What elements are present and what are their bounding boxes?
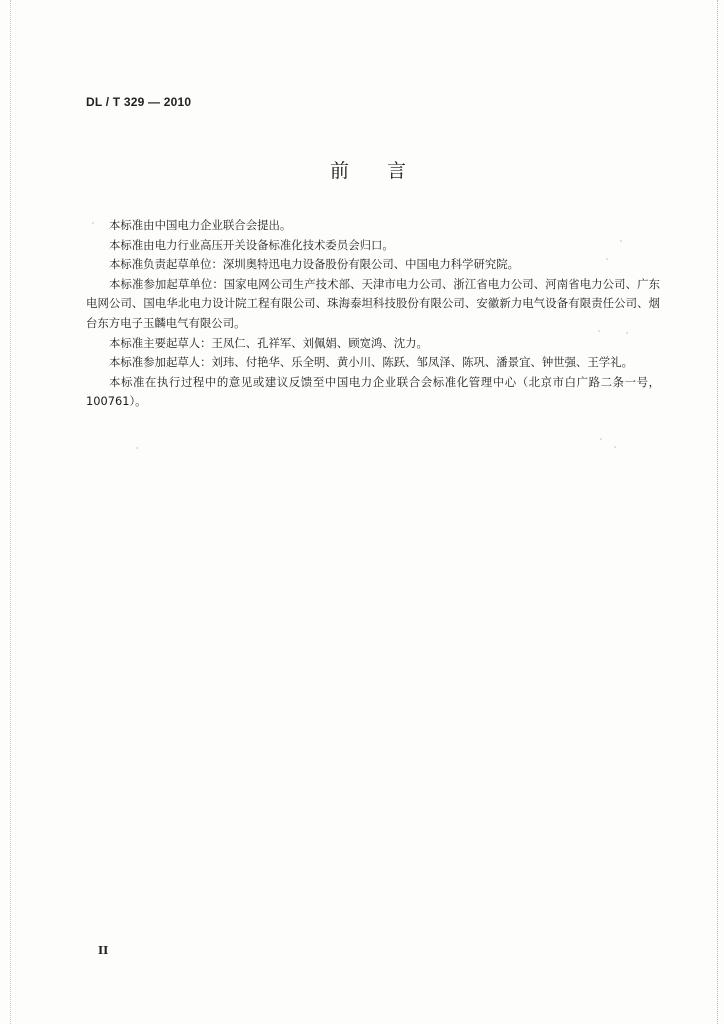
scan-speck <box>614 446 616 448</box>
standard-code: DL / T 329 — 2010 <box>86 95 192 109</box>
page-number: II <box>98 944 109 957</box>
preface-body <box>86 216 660 412</box>
paragraph-feedback: 本标准在执行过程中的意见或建议反馈至中国电力企业联合会标准化管理中心（北京市白广路二条一号，100761）。 <box>86 374 660 409</box>
preface-title: 前言 <box>330 160 445 182</box>
scan-speck <box>92 222 94 224</box>
scan-speck <box>606 258 608 260</box>
scan-speck <box>598 330 600 332</box>
paragraph-proposer: 本标准由中国电力企业联合会提出。 <box>109 218 292 232</box>
scan-edge-left <box>10 0 11 1024</box>
scan-speck <box>600 438 602 440</box>
scan-edge-right <box>717 0 718 1024</box>
scan-speck <box>136 447 138 449</box>
paragraph-participating-drafters: 本标准参加起草人：刘玮、付艳华、乐全明、黄小川、陈跃、邹凤泽、陈巩、潘景宜、钟世强、王学礼。 <box>109 355 633 370</box>
paragraph-main-drafters: 本标准主要起草人：王凤仁、孔祥军、刘佩娟、顾宽鸿、沈力。 <box>109 335 428 350</box>
paragraph-participating-units: 本标准参加起草单位：国家电网公司生产技术部、天津市电力公司、浙江省电力公司、河南省电力公司、广东电网公司、国电华北电力设计院工程有限公司、珠海泰坦科技股份有限公司、安徽新力电气设备有限责任公司、烟台东方电子玉麟电气有限公司。 <box>86 276 660 330</box>
paragraph-committee: 本标准由电力行业高压开关设备标准化技术委员会归口。 <box>109 237 394 252</box>
scan-speck <box>626 332 628 334</box>
paragraph-main-drafting-units: 本标准负责起草单位：深圳奥特迅电力设备股份有限公司、中国电力科学研究院。 <box>109 257 520 272</box>
scan-speck <box>620 240 622 242</box>
